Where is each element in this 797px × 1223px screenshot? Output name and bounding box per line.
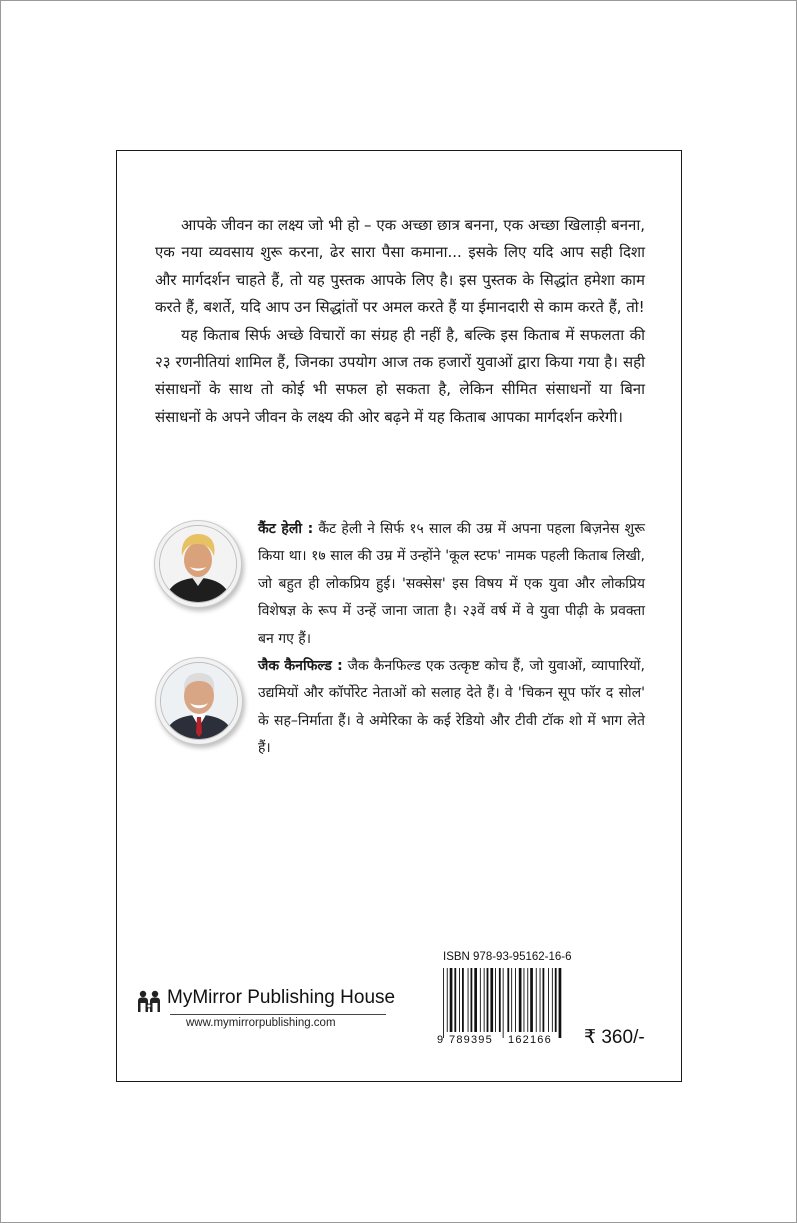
barcode-bar: [454, 968, 456, 1032]
barcode-bar: [515, 968, 516, 1032]
publisher-logo-icon: [136, 988, 162, 1014]
barcode-bar: [548, 968, 549, 1032]
barcode-bar: [524, 968, 525, 1032]
intro-text: [155, 212, 645, 431]
author-photo-kent: [159, 525, 237, 603]
author-bio-kent: [258, 516, 645, 653]
isbn-label: ISBN 978-93-95162-16-6: [443, 951, 572, 963]
barcode-bar: [490, 968, 493, 1032]
barcode-bar: [511, 968, 512, 1032]
barcode-bar: [519, 968, 522, 1032]
barcode-bar: [450, 968, 453, 1032]
barcode-bar: [468, 968, 469, 1032]
barcode-digits-right: 162166: [508, 1034, 552, 1046]
author-photo-jack: [160, 662, 238, 740]
publisher-divider: [170, 1014, 386, 1015]
author-bio-jack: [258, 653, 645, 763]
barcode-bar: [499, 968, 501, 1032]
barcode-bar: [480, 968, 481, 1032]
barcode-bar: [495, 968, 496, 1032]
author-name-jack: जैक कैनफिल्ड :: [258, 658, 343, 674]
publisher-name: MyMirror Publishing House: [167, 987, 396, 1008]
publisher-block: [136, 986, 396, 1036]
barcode-digit-first: 9: [437, 1034, 444, 1046]
barcode-bar: [484, 968, 485, 1032]
price-label: ₹ 360/-: [584, 1027, 645, 1048]
barcode-bar: [540, 968, 541, 1032]
publisher-url: www.mymirrorpublishing.com: [186, 1017, 336, 1029]
barcode-bar: [527, 968, 528, 1032]
barcode-bar: [474, 968, 477, 1032]
barcode-bar: [555, 968, 557, 1032]
barcode-bar: [536, 968, 537, 1032]
barcode-bar: [471, 968, 473, 1032]
author-name-kent: कैंट हेली :: [258, 521, 314, 537]
barcode-bar: [559, 968, 562, 1038]
isbn-barcode: [435, 966, 575, 1046]
barcode-bar: [552, 968, 553, 1032]
barcode-bar: [543, 968, 545, 1032]
author-text-jack: जैक कैनफिल्ड एक उत्कृष्ट कोच हैं, जो युवाओं, व्यापारियों, उद्यमियों और कॉर्पोरेट नेताओं को सलाह देते हैं। वे 'चिकन सूप फॉर द सोल' के सह–निर्माता हैं। वे अमेरिका के कई रेडियो और टीवी टॉक शो में भाग लेते हैं।: [258, 658, 645, 757]
barcode-bar: [507, 968, 509, 1032]
barcode-icon: [435, 966, 575, 1046]
portrait-icon: [161, 663, 237, 739]
barcode-bar: [487, 968, 489, 1032]
intro-paragraph-1: आपके जीवन का लक्ष्य जो भी हो – एक अच्छा छात्र बनना, एक अच्छा खिलाड़ी बनना, एक नया व्यवसाय शुरू करना, ढेर सारा पैसा कमाना... इसके लिए यदि आप सही दिशा और मार्गदर्शन चाहते हैं, तो यह पुस्तक आपके लिए है। इस पुस्तक के सिद्धांत हमेशा काम करते हैं, बशर्ते, यदि आप उन सिद्धांतों पर अमल करते हैं या ईमानदारी से काम करते हैं, तो!: [155, 216, 645, 317]
barcode-bar: [443, 968, 444, 1038]
barcode-bar: [503, 968, 504, 1038]
portrait-icon: [160, 526, 236, 602]
barcode-bar: [462, 968, 464, 1032]
author-text-kent: कैंट हेली ने सिर्फ १५ साल की उम्र में अपना पहला बिज़नेस शुरू किया था। १७ साल की उम्र में उन्होंने 'कूल स्टफ' नामक पहली किताब लिखी, जो बहुत ही लोकप्रिय हुई। 'सक्सेस' इस विषय में एक युवा और लोकप्रिय विशेषज्ञ के रूप में उन्हें जाना जाता है। २३वें वर्ष में वे युवा पीढ़ी के प्रवक्ता बन गए हैं।: [258, 521, 645, 647]
intro-paragraph-2: यह किताब सिर्फ अच्छे विचारों का संग्रह ही नहीं है, बल्कि इस किताब में सफलता की २३ रणनीतियां शामिल हैं, जिनका उपयोग आज तक हजारों युवाओं द्वारा किया गया है। सही संसाधनों के साथ तो कोई भी सफल हो सकता है, लेकिन सीमित संसाधनों या बिना संसाधनों के अपने जीवन के लक्ष्य की ओर बढ़ने में यह किताब आपका मार्गदर्शन करेगी।: [155, 325, 645, 426]
barcode-bar: [447, 968, 448, 1032]
barcode-bar: [530, 968, 533, 1032]
barcode-digits-left: 789395: [449, 1034, 493, 1046]
barcode-bar: [459, 968, 460, 1032]
